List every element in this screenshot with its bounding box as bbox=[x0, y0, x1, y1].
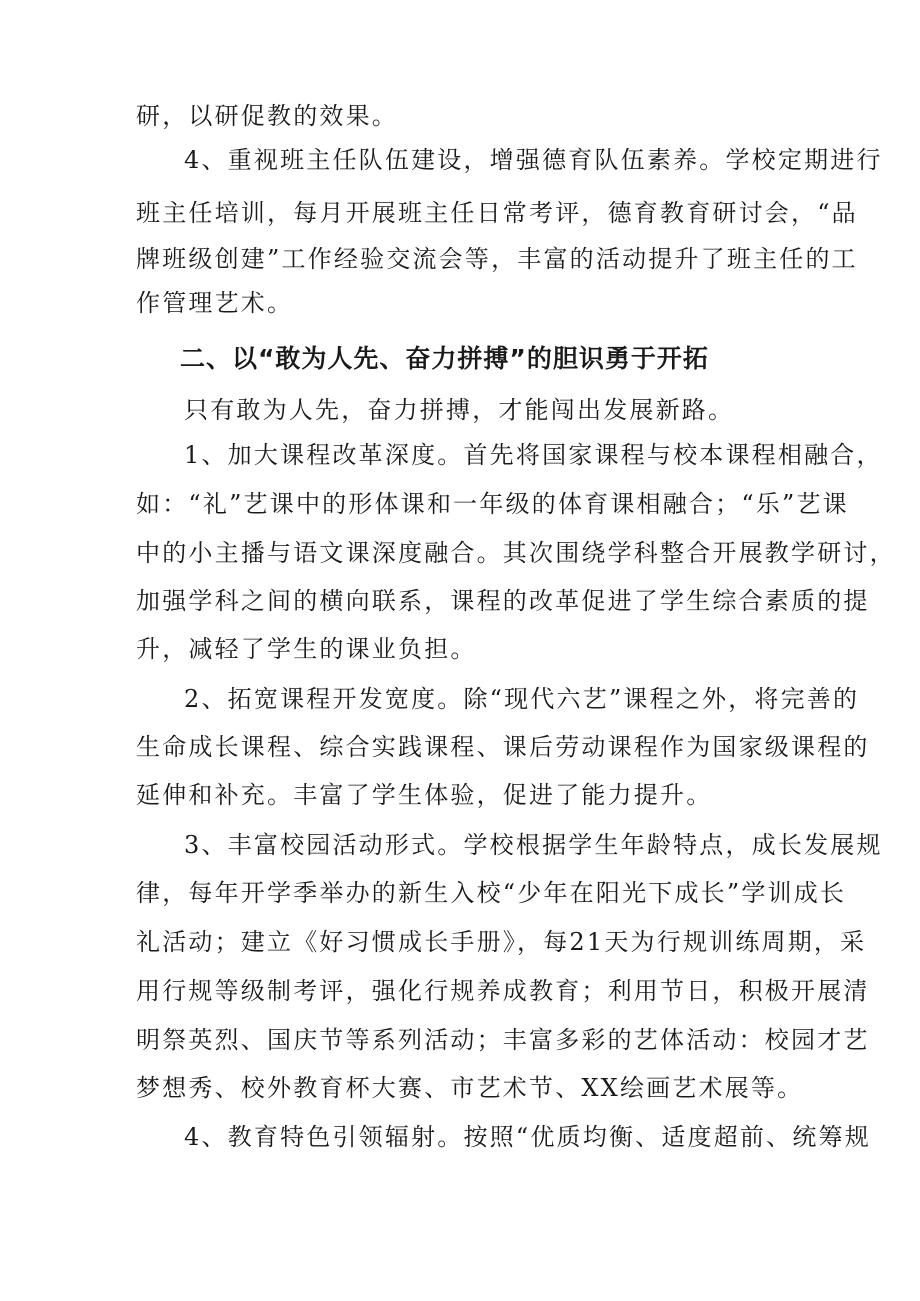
section-intro: 只有敢为人先，奋力拼搏，才能闯出发展新路。 bbox=[184, 396, 735, 424]
paragraph-4-start: 4、重视班主任队伍建设，增强德育队伍素养。学校定期进行 bbox=[184, 146, 883, 174]
text-line: 用行规等级制考评，强化行规养成教育；利用节日，积极开展清 bbox=[136, 977, 870, 1005]
text-line: 班主任培训，每月开展班主任日常考评，德育教育研讨会，“品 bbox=[136, 199, 858, 227]
text-line: 牌班级创建”工作经验交流会等，丰富的活动提升了班主任的工 bbox=[136, 245, 858, 273]
text-line: 明祭英烈、国庆节等系列活动；丰富多彩的艺体活动：校园才艺 bbox=[136, 1026, 870, 1054]
text-line: 升，减轻了学生的课业负担。 bbox=[136, 635, 477, 663]
text-line: 延伸和补充。丰富了学生体验，促进了能力提升。 bbox=[136, 781, 713, 809]
paragraph-3-start: 3、丰富校园活动形式。学校根据学生年龄特点，成长发展规 bbox=[184, 831, 883, 859]
text-line: 研，以研促教的效果。 bbox=[136, 102, 398, 130]
text-line: 礼活动；建立《好习惯成长手册》，每21天为行规训练周期，采 bbox=[136, 928, 867, 956]
section-heading: 二、以“敢为人先、奋力拼搏”的胆识勇于开拓 bbox=[180, 344, 709, 373]
text-line: 作管理艺术。 bbox=[136, 289, 294, 317]
paragraph-1-start: 1、加大课程改革深度。首先将国家课程与校本课程相融合， bbox=[184, 441, 883, 469]
text-line: 梦想秀、校外教育杯大赛、市艺术节、XX绘画艺术展等。 bbox=[136, 1074, 804, 1102]
text-line: 中的小主播与语文课深度融合。其次围绕学科整合开展教学研讨， bbox=[136, 539, 896, 567]
text-line: 如：“礼”艺课中的形体课和一年级的体育课相融合；“乐”艺课 bbox=[136, 490, 849, 518]
text-line: 生命成长课程、综合实践课程、课后劳动课程作为国家级课程的 bbox=[136, 733, 870, 761]
text-line: 律，每年开学季举办的新生入校“少年在阳光下成长”学训成长 bbox=[136, 879, 847, 907]
paragraph-4b-start: 4、教育特色引领辐射。按照“优质均衡、适度超前、统筹规 bbox=[184, 1123, 871, 1151]
text-line: 加强学科之间的横向联系，课程的改革促进了学生综合素质的提 bbox=[136, 587, 870, 615]
paragraph-2-start: 2、拓宽课程开发宽度。除“现代六艺”课程之外，将完善的 bbox=[184, 685, 860, 713]
